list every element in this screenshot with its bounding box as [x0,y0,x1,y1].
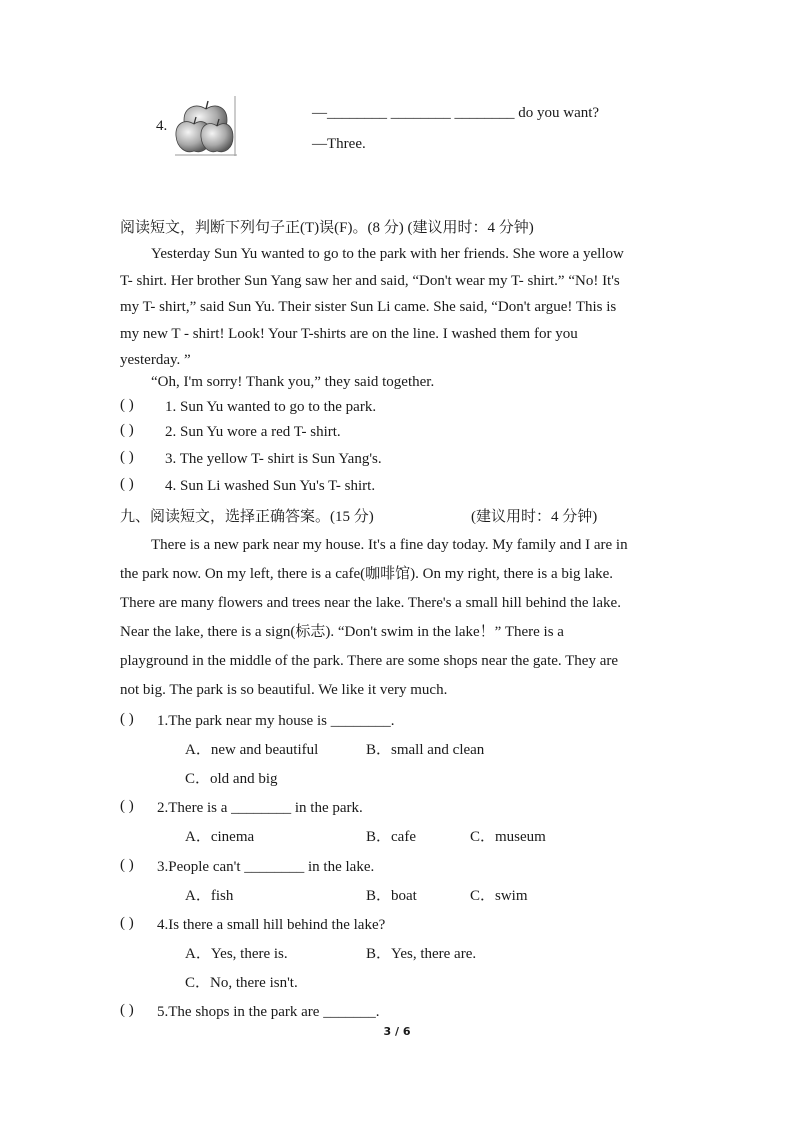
passage-line: There are many flowers and trees near the lake. There's a small hill behind the lake. [120,595,621,611]
question-stem: 2.There is a ________ in the park. [157,800,363,816]
q4-reply-line: —Three. [312,136,366,152]
statement: 4. Sun Li washed Sun Yu's T- shirt. [165,478,376,494]
reading-passage [120,531,674,705]
answer-bracket[interactable]: ( ) [120,857,134,873]
answer-bracket[interactable]: ( ) [120,1002,134,1018]
answer-bracket[interactable]: ( ) [120,449,134,465]
passage-line: There is a new park near my house. It's a fine day today. My family and I are in [151,537,628,553]
statement: 1. Sun Yu wanted to go to the park. [165,399,377,415]
passage-line: playground in the middle of the park. There are some shops near the gate. They are [120,653,619,669]
question-stem: 5.The shops in the park are _______. [157,1004,380,1020]
option[interactable]: A．fish [185,888,234,904]
option[interactable]: C．No, there isn't. [185,975,298,991]
apples-icon [175,96,237,156]
passage-line: “Oh, I'm sorry! Thank you,” they said together. [151,374,435,390]
section-heading: 阅读短文，判断下列句子正(T)误(F)。(8 分) (建议用时：4 分钟) [120,220,534,236]
option[interactable]: A．Yes, there is. [185,946,288,962]
answer-bracket[interactable]: ( ) [120,476,134,492]
option[interactable]: B．boat [366,888,417,904]
statement: 2. Sun Yu wore a red T- shirt. [165,424,341,440]
passage-line: the park now. On my left, there is a cafe(咖啡馆). On my right, there is a big lake. [120,566,614,582]
passage-line: T- shirt. Her brother Sun Yang saw her and said, “Don't wear my T- shirt.” “No! It's [120,272,620,289]
question-stem: 4.Is there a small hill behind the lake? [157,917,386,933]
option[interactable]: A．new and beautiful [185,742,319,758]
option[interactable]: B．Yes, there are. [366,946,477,962]
passage-line: my new T - shirt! Look! Your T-shirts are on the line. I washed them for you [120,325,578,342]
q4-answer-line: —________ ________ ________ do you want? [312,105,600,121]
option[interactable]: C．museum [470,829,546,845]
option[interactable]: B．cafe [366,829,416,845]
answer-bracket[interactable]: ( ) [120,422,134,438]
option[interactable]: C．swim [470,888,528,904]
time-hint: (建议用时：4 分钟) [471,509,598,525]
answer-bracket[interactable]: ( ) [120,397,134,413]
option[interactable]: A．cinema [185,829,255,845]
answer-bracket[interactable]: ( ) [120,915,134,931]
option[interactable]: C．old and big [185,771,278,787]
statement: 3. The yellow T- shirt is Sun Yang's. [165,451,382,467]
passage-line: not big. The park is so beautiful. We like it very much. [120,682,448,698]
reading-passage [120,241,674,374]
answer-bracket[interactable]: ( ) [120,711,134,727]
passage-line: Yesterday Sun Yu wanted to go to the park with her friends. She wore a yellow [151,246,624,262]
answer-bracket[interactable]: ( ) [120,798,134,814]
passage-line: Near the lake, there is a sign(标志). “Don't swim in the lake！” There is a [120,624,564,640]
question-number: 4. [156,118,168,134]
passage-line: my T- shirt,” said Sun Yu. Their sister Sun Li came. She said, “Don't argue! This is [120,299,617,315]
passage-line: yesterday. ” [120,352,191,368]
question-stem: 1.The park near my house is ________. [157,713,395,729]
option[interactable]: B．small and clean [366,742,485,758]
section-heading: 九、阅读短文，选择正确答案。(15 分) [120,509,374,525]
page-number: 3 / 6 [383,1025,411,1038]
question-stem: 3.People can't ________ in the lake. [157,859,375,875]
